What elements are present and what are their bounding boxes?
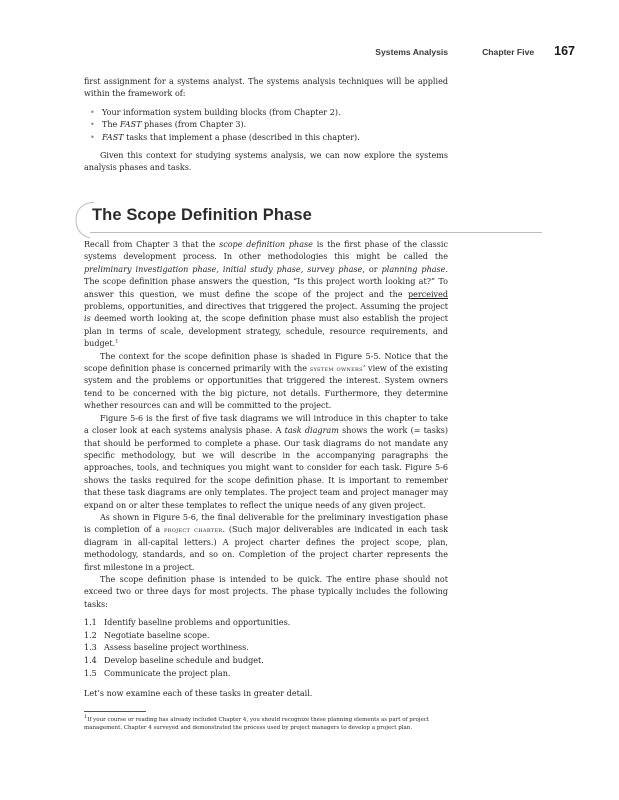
- bullet-text: phases (from Chapter 3).: [141, 120, 247, 130]
- page-number: 167: [554, 44, 575, 58]
- intro-closing-paragraph: Given this context for studying systems analysis, we can now explore the systems analysis phases and tasks.: [84, 151, 448, 173]
- task-list: [84, 617, 448, 680]
- footnote-number: 1: [84, 714, 88, 721]
- task-label: Negotiate baseline scope.: [104, 630, 210, 640]
- task-label: Assess baseline project worthiness.: [104, 643, 249, 653]
- scope-paragraph-1: Recall from Chapter 3 that the scope definition phase is the first phase of the classic systems development process. In other methodologies this might be called the preliminary investigation phase, initial study phase, survey phase, or planning phase. The scope definition phase answers the question, “Is this project worth looking at?” To answer this question, we must define the scope of the project and the perceived problems, opportunities, and directives that triggered the project. Assuming the project is deemed worth looking at, the scope definition phase must also establish the project plan in terms of scale, development strategy, schedule, resource requirements, and budget.$^1$: [84, 240, 449, 349]
- scope-paragraph-3: Figure 5-6 is the first of five task diagrams we will introduce in this chapter to take a closer look at each systems analysis phase. A task diagram shows the work (= tasks) that should be performed to complete a phase. Our task diagrams do not mandate any specific methodology, but we will describe in the accompanying paragraphs the approaches, tools, and techniques you might want to consider for each task. Figure 5-6 shows the tasks required for the scope definition phase. It is important to remember that these task diagrams are only templates. The project team and project manager may expand on or alter these templates to reflect the unique needs of any given project.: [84, 413, 448, 510]
- framework-list: [84, 107, 448, 144]
- running-header: [375, 44, 575, 58]
- task-item: [84, 642, 448, 655]
- bullet-icon: •: [90, 120, 95, 130]
- task-number: 1.1: [84, 618, 97, 628]
- bullet-emphasis: FAST: [119, 120, 142, 130]
- task-number: 1.4: [84, 655, 97, 665]
- footnote-rule: [84, 711, 146, 712]
- task-item: [84, 630, 448, 643]
- task-number: 1.3: [84, 643, 97, 653]
- framework-list-item: [90, 119, 448, 131]
- closing-paragraph: Let’s now examine each of these tasks in greater detail.: [84, 689, 313, 699]
- section-heading-block: [72, 200, 542, 230]
- bullet-emphasis: FAST: [102, 132, 124, 142]
- scope-paragraph-4: As shown in Figure 5-6, the final deliverable for the preliminary investigation phase is completion of a project charter. (Such major deliverables are indicated in each task diagram in all-capital letters.) A project charter defines the project scope, plan, methodology, standards, and so on. Completion of the project charter represents the first milestone in a project.: [84, 512, 449, 572]
- footnote-text: If your course or reading has already included Chapter 4, you should recognize these planning elements as part of project management. Chapter 4 surveyed and demonstrated the process used by project managers to develop a project plan.: [84, 717, 430, 731]
- bullet-icon: •: [90, 107, 95, 117]
- scope-paragraph-5: The scope definition phase is intended to be quick. The entire phase should not exceed two or three days for most projects. The phase typically includes the following tasks:: [84, 574, 448, 609]
- heading-rule: [90, 232, 542, 233]
- task-label: Identify baseline problems and opportunities.: [104, 618, 291, 628]
- task-item: [84, 617, 448, 630]
- task-label: Communicate the project plan.: [104, 668, 231, 678]
- task-number: 1.5: [84, 668, 97, 678]
- framework-list-item: [90, 132, 448, 144]
- bullet-text: tasks that implement a phase (described in this chapter).: [123, 132, 360, 142]
- bullet-text: The: [102, 120, 120, 130]
- framework-list-item: [90, 107, 448, 119]
- bullet-icon: •: [90, 132, 95, 142]
- header-section-title: Systems Analysis: [375, 47, 449, 57]
- task-label: Develop baseline schedule and budget.: [104, 655, 264, 665]
- intro-paragraph: first assignment for a systems analyst. The systems analysis techniques will be applied within the framework of:: [84, 77, 448, 99]
- task-item: [84, 668, 448, 681]
- footnote-marker: 1: [115, 338, 119, 345]
- section-body: [84, 239, 448, 701]
- bullet-text: Your information system building blocks (from Chapter 2).: [102, 107, 341, 117]
- footnote: [84, 716, 444, 732]
- scope-paragraph-2: The context for the scope definition phase is shaded in Figure 5-5. Notice that the scope definition phase is concerned primarily with the system owners’ view of the existing system and the problems or opportunities that triggered the interest. System owners tend to be concerned with the big picture, not details. Furthermore, they determine whether resources can and will be committed to the project.: [84, 351, 448, 411]
- header-chapter-title: Chapter Five: [482, 47, 535, 57]
- section-heading: The Scope Definition Phase: [92, 206, 312, 224]
- task-number: 1.2: [84, 630, 97, 640]
- task-item: [84, 655, 448, 668]
- intro-block: [84, 76, 448, 175]
